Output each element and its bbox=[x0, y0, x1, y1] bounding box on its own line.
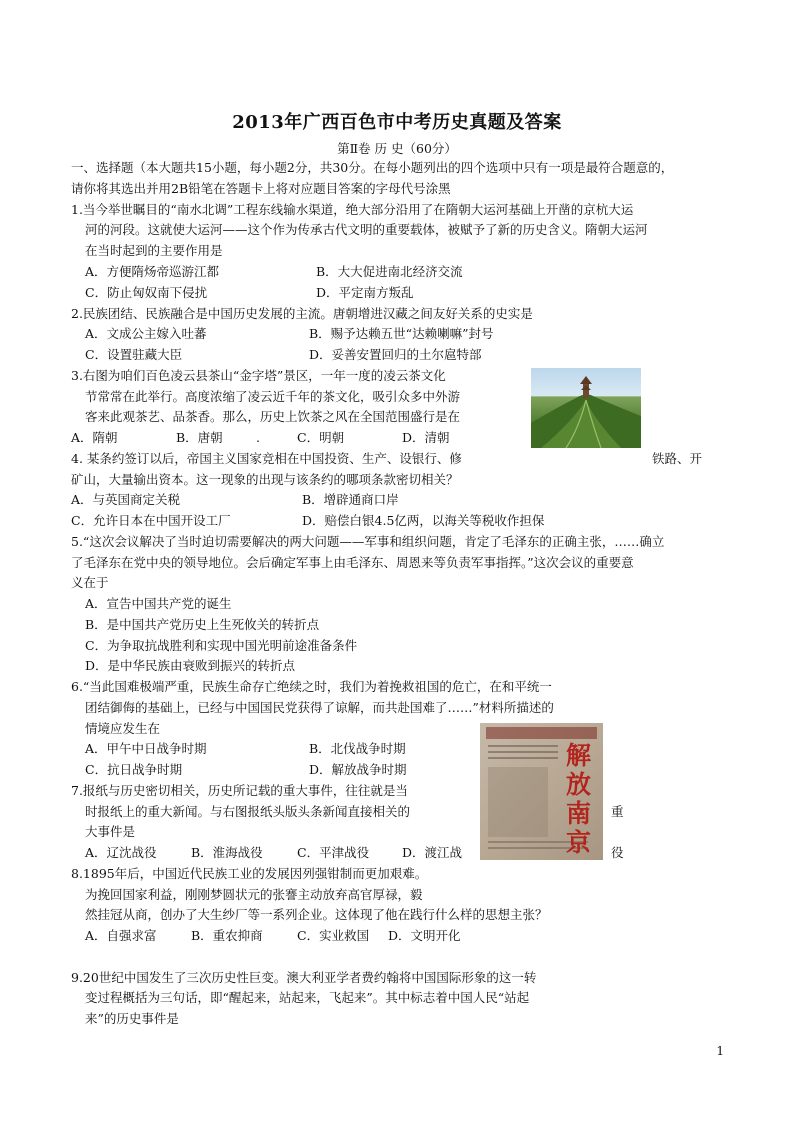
text-line: 团结御侮的基础上，已经与中国国民党获得了谅解，而共赴国难了……”材料所描述的 bbox=[85, 700, 554, 715]
text-line: 5.“这次会议解决了当时迫切需要解决的两大问题——军事和组织问题，肯定了毛泽东的正确主张，……确立 bbox=[71, 534, 665, 549]
text-line: 义在于 bbox=[71, 575, 109, 590]
text-line: 时报纸上的重大新闻。与右图报纸头版头条新闻直接相关的 bbox=[85, 804, 411, 819]
text-line: 4. 某条约签订以后，帝国主义国家竞相在中国投资、生产、设银行、修 bbox=[71, 451, 462, 466]
option: C．为争取抗战胜利和实现中国光明前途准备条件 bbox=[85, 638, 358, 653]
newspaper-photo bbox=[480, 723, 603, 860]
text-line: 6.“当此国难极端严重，民族生命存亡绝续之时，我们为着挽救祖国的危亡，在和平统一 bbox=[71, 679, 552, 694]
newspaper-headline: 解放南京 bbox=[566, 741, 592, 857]
option: B．赐予达赖五世“达赖喇嘛”封号 bbox=[309, 326, 494, 341]
option: C．设置驻藏大臣 bbox=[85, 347, 183, 362]
option: D．平定南方叛乱 bbox=[316, 285, 414, 300]
option: A．宣告中国共产党的诞生 bbox=[85, 596, 232, 611]
text-line: 节常常在此举行。高度浓缩了凌云近千年的茶文化，吸引众多中外游 bbox=[85, 389, 461, 404]
option: B．淮海战役 bbox=[191, 845, 263, 860]
option: C．防止匈奴南下侵扰 bbox=[85, 285, 208, 300]
option: B．北伐战争时期 bbox=[309, 741, 406, 756]
text-line: 大事件是 bbox=[85, 824, 136, 839]
option: C．平津战役 bbox=[297, 845, 370, 860]
section-subtitle: 第Ⅱ卷 历 史（60分） bbox=[337, 141, 457, 156]
option: D．妥善安置回归的土尔扈特部 bbox=[309, 347, 482, 362]
text-line: 矿山，大量输出资本。这一现象的出现与该条约的哪项条款密切相关？ bbox=[71, 472, 459, 487]
option: D．赔偿白银4.5亿两，以海关等税收作担保 bbox=[302, 513, 545, 528]
option: A．隋朝 bbox=[71, 430, 118, 445]
page-title: 2013年广西百色市中考历史真题及答案 bbox=[232, 112, 562, 133]
option: D．渡江战 bbox=[402, 845, 463, 860]
option: A．甲午中日战争时期 bbox=[85, 741, 207, 756]
option: D．文明开化 bbox=[388, 928, 461, 943]
option: B．大大促进南北经济交流 bbox=[316, 264, 463, 279]
option: D．清朝 bbox=[402, 430, 450, 445]
text-line: 役 bbox=[611, 845, 624, 860]
option: B．唐朝 bbox=[176, 430, 223, 445]
tea-mountain-photo bbox=[531, 368, 641, 448]
text-line: 铁路、开 bbox=[652, 451, 703, 466]
text-line: 重 bbox=[611, 804, 624, 819]
text-line: 一、选择题（本大题共15小题，每小题2分，共30分。在每小题列出的四个选项中只有一项是最符合题意的， bbox=[71, 160, 674, 175]
text-line: 8.1895年后，中国近代民族工业的发展因列强钳制而更加艰难。 bbox=[71, 866, 428, 881]
text-line: 来”的历史事件是 bbox=[85, 1011, 179, 1026]
option: C．明朝 bbox=[297, 430, 345, 445]
text-line: 9.20世纪中国发生了三次历史性巨变。澳大利亚学者费约翰将中国国际形象的这一转 bbox=[71, 970, 537, 985]
option: A．辽沈战役 bbox=[85, 845, 157, 860]
text-line: 7.报纸与历史密切相关，历史所记载的重大事件，往往就是当 bbox=[71, 783, 408, 798]
option: A．文成公主嫁入吐蕃 bbox=[85, 326, 207, 341]
option: A．方便隋炀帝巡游江都 bbox=[85, 264, 220, 279]
text-line: 1.当今举世瞩目的“南水北调”工程东线输水渠道，绝大部分沿用了在隋朝大运河基础上开凿的京杭大运 bbox=[71, 202, 634, 217]
text-line: 河的河段。这就使大运河——这个作为传承古代文明的重要载体，被赋予了新的历史含义。隋朝大运河 bbox=[85, 222, 648, 237]
text-line: 情境应发生在 bbox=[85, 721, 161, 736]
text-line: 客来此观茶艺、品茶香。那么，历史上饮茶之风在全国范围盛行是在 bbox=[85, 409, 461, 424]
option: B．增辟通商口岸 bbox=[302, 492, 399, 507]
option: D．是中华民族由衰败到振兴的转折点 bbox=[85, 658, 296, 673]
stray-dot: . bbox=[256, 430, 260, 445]
option: B．重农抑商 bbox=[191, 928, 263, 943]
text-line: 在当时起到的主要作用是 bbox=[85, 243, 223, 258]
text-line: 为挽回国家利益，刚刚梦圆状元的张謇主动放弃高官厚禄，毅 bbox=[85, 887, 423, 902]
option: C．抗日战争时期 bbox=[85, 762, 183, 777]
page-number: 1 bbox=[716, 1044, 724, 1058]
option: C．实业救国 bbox=[297, 928, 370, 943]
option: C．允许日本在中国开设工厂 bbox=[71, 513, 231, 528]
option: D．解放战争时期 bbox=[309, 762, 407, 777]
option: A．自强求富 bbox=[85, 928, 157, 943]
text-line: 请你将其选出并用2B铅笔在答题卡上将对应题目答案的字母代号涂黑 bbox=[71, 181, 451, 196]
text-line: 2.民族团结、民族融合是中国历史发展的主流。唐朝增进汉藏之间友好关系的史实是 bbox=[71, 306, 533, 321]
text-line: 变过程概括为三句话，即“醒起来，站起来，飞起来”。其中标志着中国人民“站起 bbox=[85, 990, 530, 1005]
text-line: 然挂冠从商，创办了大生纱厂等一系列企业。这体现了他在践行什么样的思想主张？ bbox=[85, 907, 548, 922]
text-line: 3.右图为咱们百色凌云县茶山“金字塔”景区，一年一度的凌云茶文化 bbox=[71, 368, 446, 383]
option: B．是中国共产党历史上生死攸关的转折点 bbox=[85, 617, 320, 632]
option: A．与英国商定关税 bbox=[71, 492, 181, 507]
text-line: 了毛泽东在党中央的领导地位。会后确定军事上由毛泽东、周恩来等负责军事指挥。”这次会议的重要意 bbox=[71, 555, 634, 570]
